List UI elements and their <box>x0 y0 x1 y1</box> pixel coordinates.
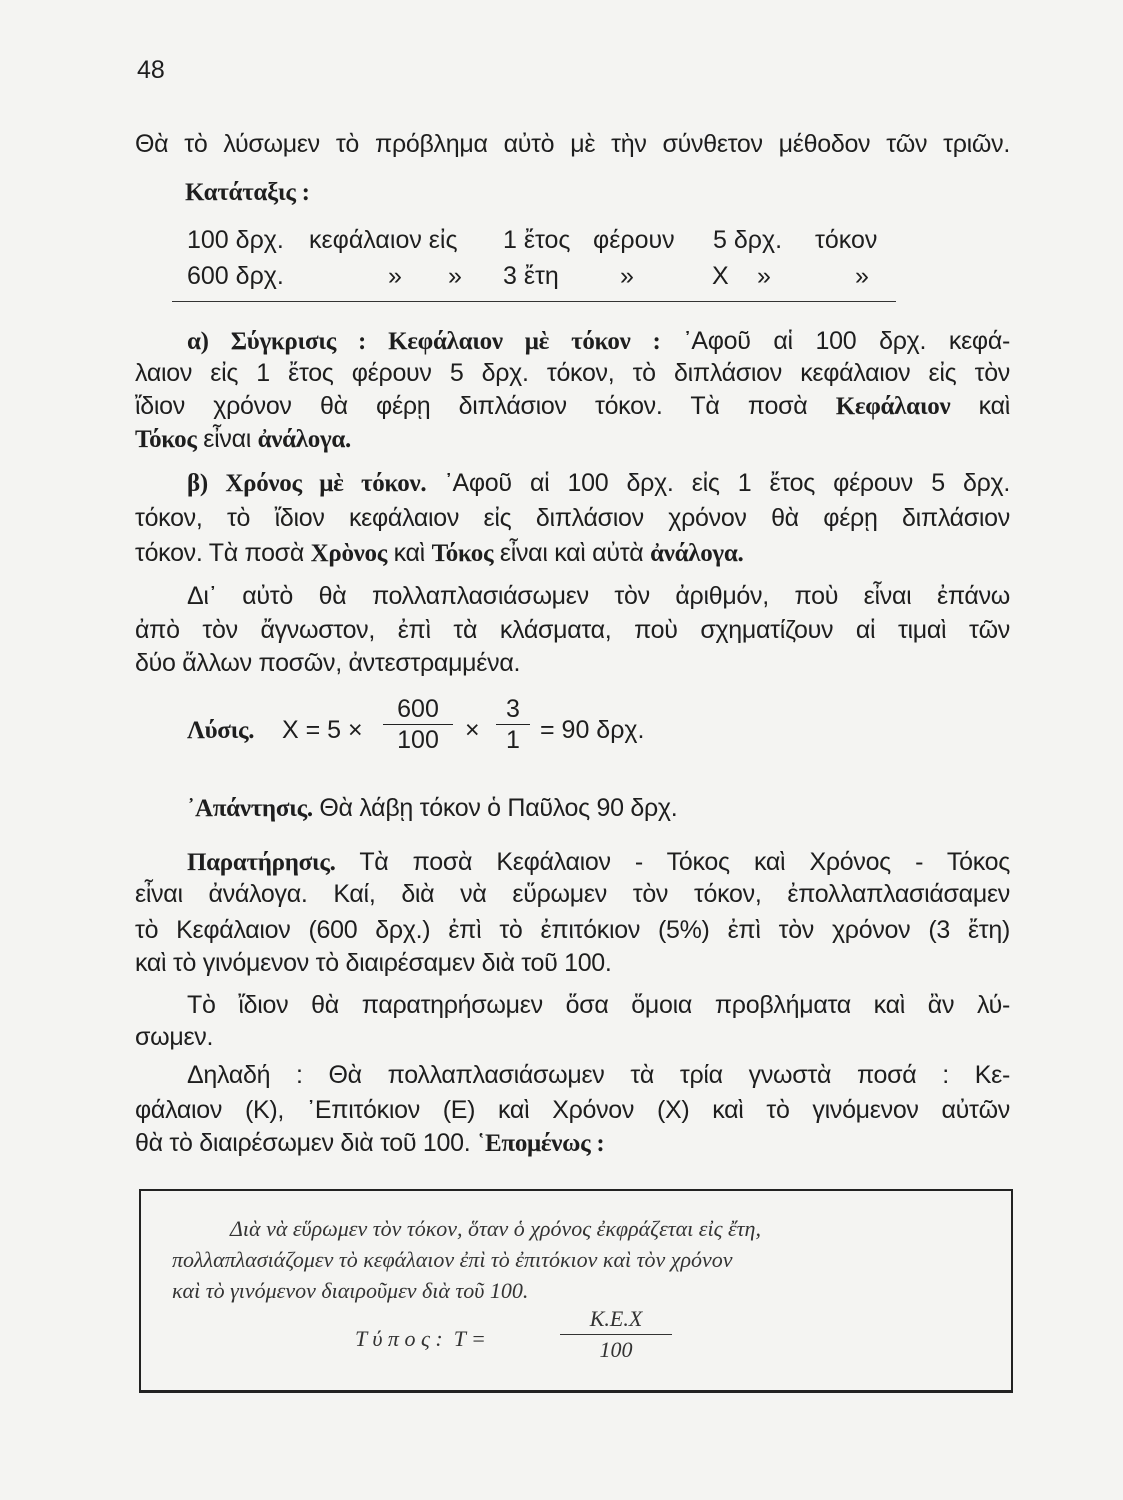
text-run: καὶ τὸ γινόμενον τὸ διαιρέσαμεν διὰ τοῦ 100. <box>135 949 612 977</box>
text-run: εἶναι καὶ αὐτὰ <box>493 539 651 567</box>
cell: » <box>448 262 462 290</box>
cell: » <box>620 262 634 290</box>
text-line <box>187 792 1010 825</box>
text-line <box>135 614 1010 646</box>
cell: 5 δρχ. <box>713 226 783 254</box>
bold-term: Χρὸνος <box>310 540 387 567</box>
intro-line: Θὰ τὸ λύσωμεν τὸ πρόβλημα αὐτὸ μὲ τὴν σύνθετον μέθοδον τῶν τριῶν. <box>135 130 1010 158</box>
text-run: τόκον. Τὰ ποσὰ <box>135 539 311 567</box>
text-run: δύο ἄλλων ποσῶν, ἀντεστραμμένα. <box>135 649 521 677</box>
bold-term: ᾿Απάντησις. <box>187 795 313 822</box>
text-run: Δι᾿ αὐτὸ θὰ πολλαπλασιάσωμεν τὸν ἀριθμόν, ποὺ εἶναι ἐπάνω <box>187 582 1010 610</box>
text-line <box>135 502 1010 534</box>
text-run: ἀπὸ τὸν ἄγνωστον, ἐπὶ τὰ κλάσματα, ποὺ σχηματίζουν αἱ τιμαὶ τῶν <box>135 616 1010 644</box>
bold-term: ἀνάλογα. <box>650 540 744 567</box>
denominator: 1 <box>506 726 520 754</box>
text-line <box>187 1059 1010 1091</box>
bold-term: ῾Επομένως : <box>477 1130 605 1157</box>
text-line <box>135 390 1010 422</box>
solution-lhs: Χ = 5 × <box>282 716 363 744</box>
text-run: Δηλαδή : Θὰ πολλαπλασιάσωμεν τὰ τρία γνωστὰ ποσά : Κε- <box>187 1061 1010 1089</box>
solution-label: Λύσις. <box>187 717 255 744</box>
text-run: καὶ <box>950 392 1010 420</box>
solution-rhs: = 90 δρχ. <box>540 716 645 744</box>
text-line <box>135 914 1010 946</box>
formula-label: Τ ύ π ο ς : Τ = <box>355 1326 486 1351</box>
text-run: καὶ <box>386 539 432 567</box>
text-line <box>135 947 1010 979</box>
text-line <box>187 989 1010 1021</box>
bold-term: Τόκος <box>431 540 494 567</box>
bold-term: Κεφάλαιον <box>835 393 951 420</box>
text-run: τόκον, τὸ ἴδιον κεφάλαιον εἰς διπλάσιον χρόνον θὰ φέρῃ διπλάσιον <box>135 504 1010 532</box>
numerator: 600 <box>383 694 453 725</box>
text-line <box>135 647 1010 679</box>
rule-line: Διὰ νὰ εὕρωμεν τὸν τόκον, ὅταν ὁ χρόνος ἐκφράζεται εἰς ἔτη, <box>230 1216 761 1241</box>
text-line <box>135 357 1010 389</box>
text-line <box>187 325 1010 357</box>
text-line <box>135 1021 1010 1053</box>
bold-term: α) Σύγκρισις : Κεφάλαιον μὲ τόκον : <box>187 328 661 355</box>
cell: » <box>388 262 402 290</box>
text-run: εἶναι ἀνάλογα. Καί, διὰ νὰ εὕρωμεν τὸν τόκον, ἐπολλαπλασιάσαμεν <box>135 880 1010 908</box>
cell: » <box>757 262 771 290</box>
cell: 100 δρχ. <box>187 226 284 254</box>
text-line <box>135 1127 1010 1160</box>
text-run: φάλαιον (Κ), ᾿Επιτόκιον (Ε) καὶ Χρόνον (Χ) καὶ τὸ γινόμενον αὐτῶν <box>135 1096 1010 1124</box>
cell: φέρουν <box>593 226 675 254</box>
text-run: εἶναι <box>196 425 258 453</box>
fraction-600-100 <box>383 694 453 755</box>
text-line <box>187 580 1010 612</box>
text-run: ᾿Αφοῦ αἱ 100 δρχ. κεφά- <box>660 327 1010 355</box>
text-run: Θὰ λάβῃ τόκον ὁ Παῦλος 90 δρχ. <box>312 794 678 822</box>
formula-numerator: Κ.Ε.Χ <box>560 1304 672 1335</box>
text-run: Τὸ ἴδιον θὰ παρατηρήσωμεν ὅσα ὅμοια προβλήματα καὶ ἂν λύ- <box>187 991 1010 1019</box>
cell: » <box>855 262 869 290</box>
text-run: ἴδιον χρόνον θὰ φέρῃ διπλάσιον τόκον. Τὰ ποσὰ <box>135 392 836 420</box>
cell: 1 ἔτος <box>503 226 571 254</box>
cell: Χ <box>712 262 729 290</box>
bold-term: ἀνάλογα. <box>257 426 351 453</box>
formula-fraction <box>560 1304 672 1365</box>
numerator: 3 <box>496 694 530 725</box>
cell: 600 δρχ. <box>187 262 284 290</box>
rule-line: πολλαπλασιάζομεν τὸ κεφάλαιον ἐπὶ τὸ ἐπιτόκιον καὶ τὸν χρόνον <box>172 1247 733 1272</box>
denominator: 100 <box>397 726 439 754</box>
fraction-3-1 <box>496 694 530 755</box>
text-line <box>135 537 1010 570</box>
arrangement-heading: Κατάταξις : <box>185 179 310 206</box>
text-run: σωμεν. <box>135 1023 214 1051</box>
text-run: Τὰ ποσὰ Κεφάλαιον - Τόκος καὶ Χρόνος - Τόκος <box>335 848 1010 876</box>
text-line <box>187 846 1010 878</box>
cell: κεφάλαιον εἰς <box>309 226 458 254</box>
bold-term: β) Χρόνος μὲ τόκον. <box>187 470 427 497</box>
bold-term: Τόκος <box>135 426 197 453</box>
cell: 3 ἔτη <box>503 262 559 290</box>
rule-line: καὶ τὸ γινόμενον διαιροῦμεν διὰ τοῦ 100. <box>172 1278 529 1303</box>
times-sign: × <box>465 716 480 744</box>
text-run: ᾿Αφοῦ αἱ 100 δρχ. εἰς 1 ἔτος φέρουν 5 δρχ. <box>426 469 1010 497</box>
text-run: τὸ Κεφάλαιον (600 δρχ.) ἐπὶ τὸ ἐπιτόκιον (5%) ἐπὶ τὸν χρόνον (3 ἔτη) <box>135 916 1010 944</box>
text-line <box>135 878 1010 910</box>
table-rule <box>172 301 896 302</box>
text-line <box>187 467 1010 499</box>
formula-denominator: 100 <box>599 1337 633 1362</box>
text-line <box>135 423 1010 456</box>
text-line <box>135 1094 1010 1126</box>
text-run: θὰ τὸ διαιρέσωμεν διὰ τοῦ 100. <box>135 1129 478 1157</box>
text-run: λαιον εἰς 1 ἔτος φέρουν 5 δρχ. τόκον, τὸ διπλάσιον κεφάλαιον εἰς τὸν <box>135 359 1010 387</box>
bold-term: Παρατήρησις. <box>187 849 336 876</box>
cell: τόκον <box>815 226 878 254</box>
page-number: 48 <box>137 56 165 84</box>
